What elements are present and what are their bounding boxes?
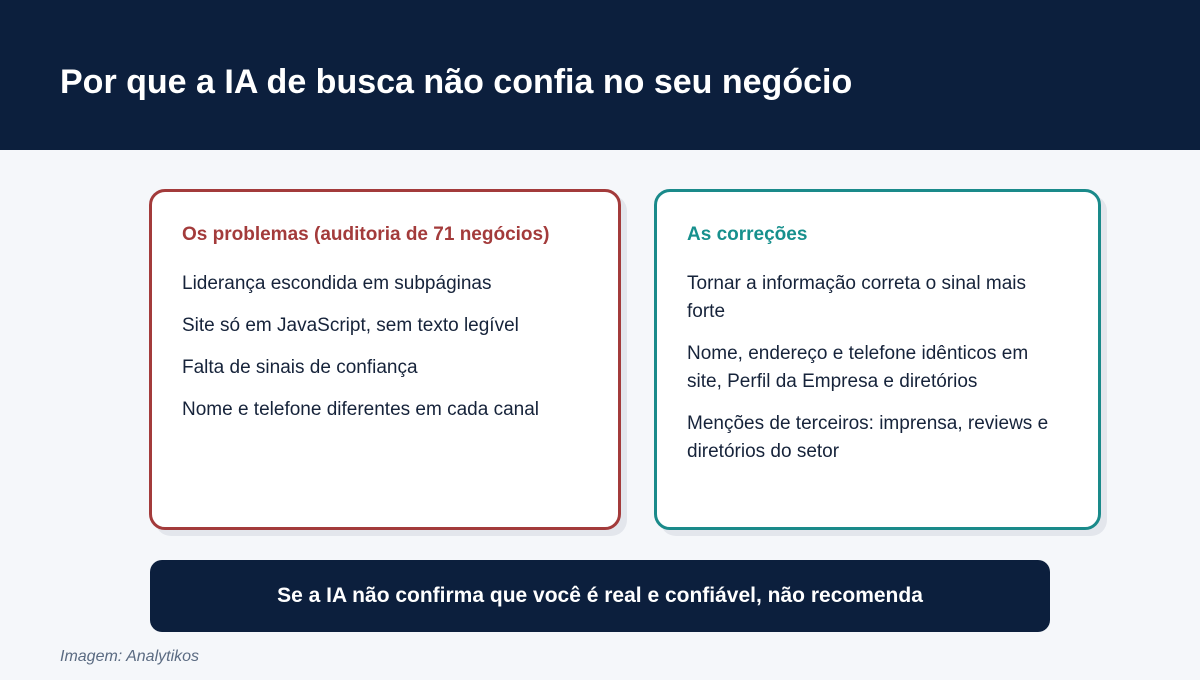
problems-card bbox=[149, 189, 621, 530]
problems-list bbox=[182, 270, 588, 424]
list-item: Liderança escondida em subpáginas bbox=[182, 273, 492, 294]
conclusion-text: Se a IA não confirma que você é real e confiável, não recomenda bbox=[277, 584, 923, 607]
list-item: Nome, endereço e telefone idênticos em site, Perfil da Empresa e diretórios bbox=[687, 343, 1029, 392]
conclusion-banner bbox=[150, 560, 1050, 632]
problems-title: Os problemas (auditoria de 71 negócios) bbox=[182, 224, 550, 245]
header-bar bbox=[0, 0, 1200, 150]
list-item: Menções de terceiros: imprensa, reviews e diretórios do setor bbox=[687, 413, 1049, 462]
page-title: Por que a IA de busca não confia no seu negócio bbox=[60, 63, 853, 101]
list-item: Falta de sinais de confiança bbox=[182, 357, 418, 378]
fixes-card bbox=[654, 189, 1101, 530]
list-item: Tornar a informação correta o sinal mais forte bbox=[687, 273, 1026, 322]
fixes-list bbox=[687, 270, 1068, 466]
fixes-title: As correções bbox=[687, 224, 808, 245]
list-item: Nome e telefone diferentes em cada canal bbox=[182, 399, 539, 420]
image-credit: Imagem: Analytikos bbox=[60, 648, 200, 665]
list-item: Site só em JavaScript, sem texto legível bbox=[182, 315, 519, 336]
